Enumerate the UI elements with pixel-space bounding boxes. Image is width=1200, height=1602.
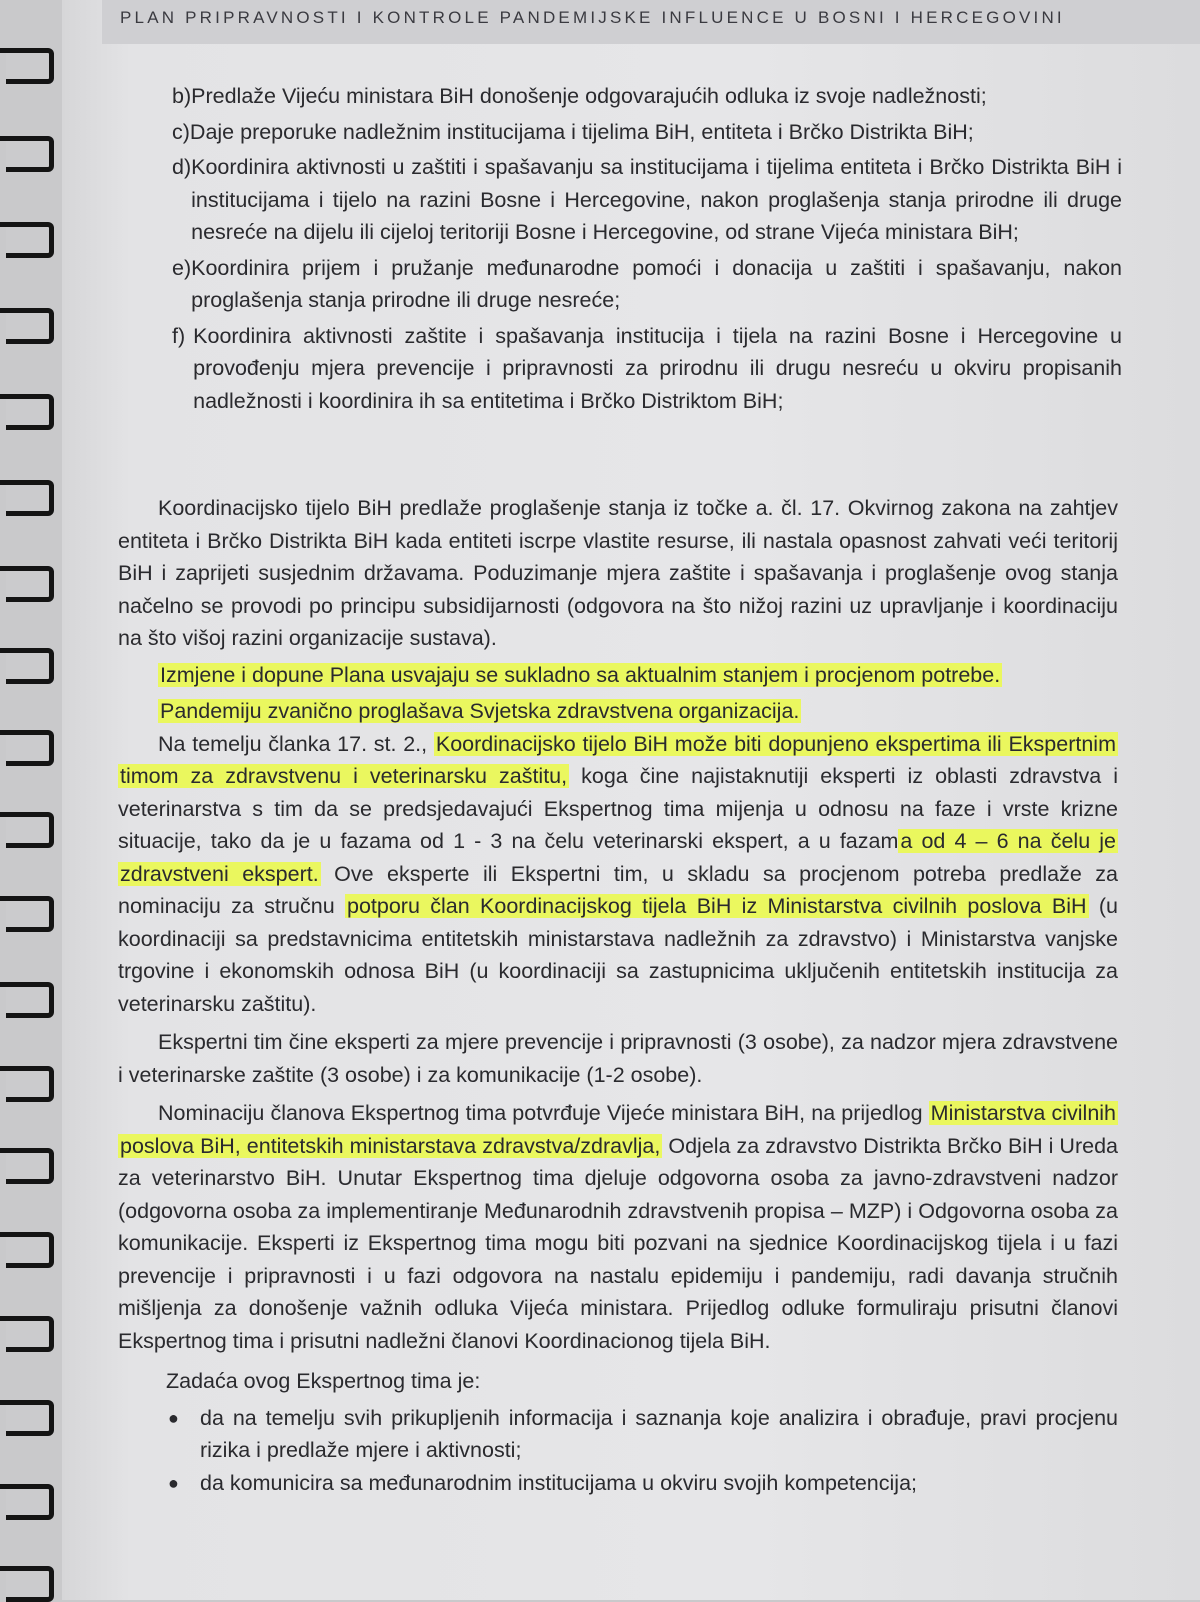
bullet-text: da komunicira sa međunarodnim institucijama u okviru svojih kompetencija;: [200, 1470, 917, 1495]
text-run: Nominaciju članova Ekspertnog tima potvrđuje Vijeće ministara BiH, na prijedlog: [158, 1101, 929, 1125]
item-label: d): [172, 155, 192, 179]
item-text: Daje preporuke nadležnim institucijama i tijelima BiH, entiteta i Brčko Distrikta BiH;: [189, 119, 974, 144]
paragraph-team-tasks-heading: Zadaća ovog Ekspertnog tima je:: [166, 1369, 481, 1393]
page-header: PLAN PRIPRAVNOSTI I KONTROLE PANDEMIJSKE INFLUENCE U BOSNI I HERCEGOVINI: [120, 8, 1065, 27]
item-label: b): [172, 84, 192, 108]
paragraph-subsidiarity: Koordinacijsko tijelo BiH predlaže proglašenje stanja iz točke a. čl. 17. Okvirnog zakona na zahtjev entiteta i Brčko Distrikta BiH kada entiteti iscrpe vlastite resurse, ili nastala opasnost zahvati veći teritorij BiH i zaprijeti susjednim državama. Poduzimanje mjera zaštite i spašavanja i proglašenje ovog stanja načelno se provodi po principu subsidijarnosti (odgovora na što nižoj razini uz upravljanje i koordinaciju na što višoj razini organizacije sustava).: [118, 496, 1118, 650]
bullet-text: da na temelju svih prikupljenih informacija i saznanja koje analizira i obrađuje, pravi procjenu rizika i predlaže mjere i aktivnosti;: [200, 1405, 1118, 1462]
text-run: koga čine najistaknutiji eksperti iz oblasti zdravstva i veterinarstva s tim da se predsjedavajući Ekspertnog tima mijenja u odnosu na faze i vrste krizne situacije, tako da je u fazama od 1 - 3 na čelu veterinarski ekspert, a u fazam: [118, 764, 1118, 853]
item-list: [172, 80, 1122, 417]
list-item: [172, 151, 1122, 249]
bullet-dot-icon: ●: [168, 1472, 179, 1493]
list-item: [172, 320, 1122, 418]
item-text: Predlaže Vijeću ministara BiH donošenje odgovarajućih odluka iz svoje nadležnosti;: [191, 84, 987, 108]
paragraph-nomination: [118, 1097, 1118, 1357]
text-run: (u koordinaciji sa predstavnicima entitetskih ministarstava nadležnih za zdravstvo) i Ministarstva vanjske trgovine i ekonomskih odnosa BiH (u koordinaciji sa zastupnicima uključenih entitetskih institucija za veterinarsku zaštitu).: [118, 894, 1118, 1016]
list-item: [172, 252, 1122, 317]
binding-ring: [6, 812, 54, 848]
item-label: c): [172, 119, 190, 144]
list-item: [172, 116, 1122, 149]
paragraph-team-composition: Ekspertni tim čine eksperti za mjere prevencije i pripravnosti (3 osobe), za nadzor mjera zdravstvene i veterinarske zaštite (3 osobe) i za komunikacije (1-2 osobe).: [118, 1030, 1118, 1087]
bullet-dot-icon: ●: [168, 1407, 179, 1428]
binding-ring: [6, 648, 54, 684]
highlighted-text: Ministarstva civilnih poslova BiH, entitetskih ministarstava zdravstva/zdravlja,: [120, 1101, 1117, 1158]
highlighted-text: potporu član Koordinacijskog tijela BiH iz Ministarstva civilnih poslova BiH: [347, 894, 1087, 918]
text-run: Odjela za zdravstvo Distrikta Brčko BiH i Ureda za veterinarstvo BiH. Unutar Ekspertnog tima djeluje odgovorna osoba za javno-zdravstveni nadzor (odgovorna osoba za implementiranje Međunarodnih zdravstvenih propisa – MZP) i Odgovorna osoba za komunikacije. Eksperti iz Ekspertnog tima mogu biti pozvani na sjednice Koordinacijskog tijela i u fazi prevencije i pripravnosti i u fazi odgovora na nastalu epidemiju i pandemiju, radi davanja stručnih mišljenja za donošenje važnih odluka Vijeća ministara. Prijedlog odluke formuliraju prisutni članovi Ekspertnog tima i prisutni nadležni članovi Koordinacionog tijela BiH.: [118, 1133, 1118, 1353]
text-run: Ove eksperte ili Ekspertni tim, u skladu sa procjenom potreba predlaže za nominaciju za stručnu: [118, 861, 1118, 918]
paragraph-plan-amendments: [118, 659, 1118, 692]
highlighted-text: Koordinacijsko tijelo BiH može biti dopunjeno ekspertima ili Ekspertnim timom za zdravstvenu i veterinarsku zaštitu,: [120, 731, 1116, 788]
binding-ring: [6, 1316, 54, 1352]
binding-ring: [6, 222, 54, 258]
binding-ring: [6, 1066, 54, 1102]
binding-ring: [6, 896, 54, 932]
binding-ring: [6, 394, 54, 430]
item-label: f): [172, 323, 186, 348]
binding-ring: [6, 48, 54, 84]
body-text: [118, 492, 1118, 1499]
bullet-item: [168, 1402, 1118, 1467]
highlighted-text: Izmjene i dopune Plana usvajaju se sukladno sa aktualnim stanjem i procjenom potrebe.: [160, 662, 1001, 687]
binding-ring: [6, 1400, 54, 1436]
binding-ring: [6, 136, 54, 172]
bullet-item: [168, 1467, 1118, 1500]
binding-ring: [6, 1148, 54, 1184]
binding-ring: [6, 480, 54, 516]
highlighted-text: a od 4 – 6 na čelu je zdravstveni ekspert.: [120, 829, 1116, 886]
item-text: Koordinira aktivnosti u zaštiti i spašavanju sa institucijama i tijelima entiteta i Brčko Distrikta BiH i institucijama i tijelo na razini Bosne i Hercegovine, nakon proglašenja stanja prirodne ili druge nesreće na dijelu ili cijeloj teritoriji Bosne i Hercegovine, od strane Vijeća ministara BiH;: [191, 155, 1122, 244]
item-label: e): [172, 255, 192, 280]
highlighted-text: Pandemiju zvanično proglašava Svjetska zdravstvena organizacija.: [160, 699, 800, 723]
binding-ring: [6, 1484, 54, 1520]
binding-ring: [6, 308, 54, 344]
binding-ring: [6, 1566, 54, 1602]
item-text: Koordinira prijem i pružanje međunarodne pomoći i donacija u zaštiti i spašavanju, nakon proglašenja stanja prirodne ili druge nesreće;: [191, 255, 1122, 312]
text-run: Na temelju članka 17. st. 2.,: [158, 731, 434, 756]
paragraph-pandemic-declaration: [118, 695, 1118, 728]
binding-ring: [6, 982, 54, 1018]
spiral-binding: [0, 0, 70, 1600]
list-item: [172, 80, 1122, 113]
binding-ring: [6, 1232, 54, 1268]
binding-ring: [6, 730, 54, 766]
paragraph-expert-team: [118, 728, 1118, 1021]
binding-ring: [6, 566, 54, 602]
item-text: Koordinira aktivnosti zaštite i spašavanja institucija i tijela na razini Bosne i Hercegovine u provođenju mjera prevencije i pripravnosti za prirodnu ili drugu nesreću u okviru propisanih nadležnosti i koordinira ih sa entitetima i Brčko Distriktom BiH;: [193, 323, 1122, 413]
